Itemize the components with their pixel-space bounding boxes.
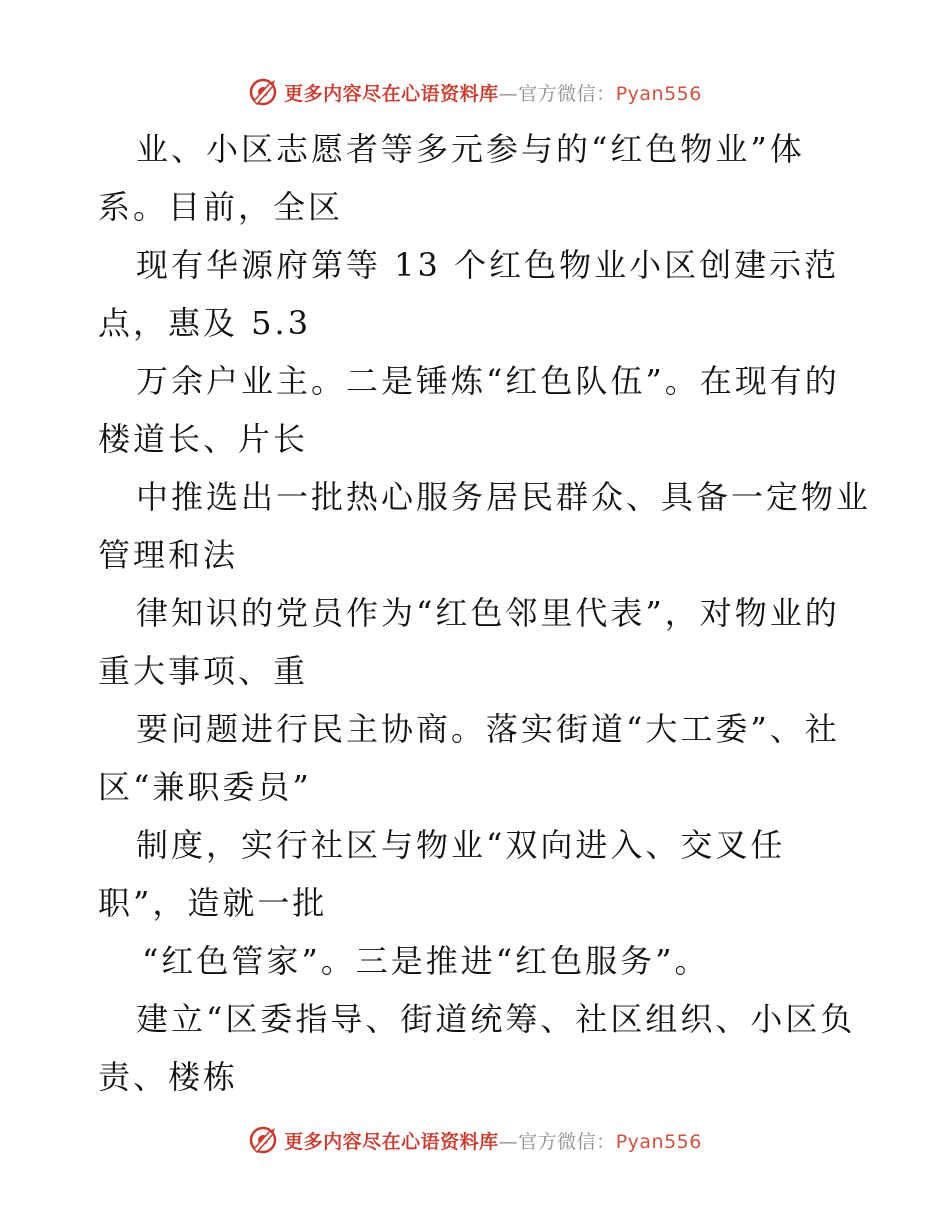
paragraph-line: 责、楼栋 [98, 1058, 239, 1096]
paragraph-line: 现有华源府第等 13 个红色物业小区创建示范 [136, 246, 840, 284]
paragraph-line: 中推选出一批热心服务居民群众、具备一定物业 [136, 478, 872, 516]
watermark-wechat-id: Pyan556 [615, 1130, 702, 1153]
paragraph-line: 制度，实行社区与物业“双向进入、交叉任 [136, 826, 786, 864]
paragraph-line: “红色管家”。三是推进“红色服务”。 [142, 942, 710, 980]
paragraph-line: 职”，造就一批 [98, 884, 328, 922]
watermark-separator: — [498, 1130, 519, 1153]
brand-logo-icon [248, 1125, 278, 1155]
paragraph-line: 系。目前，全区 [98, 188, 344, 226]
watermark-brand-text: 更多内容尽在心语资料库 [284, 1130, 499, 1153]
footer-watermark [0, 1120, 950, 1160]
paragraph-line: 重大事项、重 [98, 652, 309, 690]
watermark-brand-text: 更多内容尽在心语资料库 [284, 82, 499, 105]
paragraph-line: 管理和法 [98, 536, 239, 574]
watermark-separator: — [498, 82, 519, 105]
paragraph-line: 要问题进行民主协商。落实街道“大工委”、社 [136, 710, 840, 748]
brand-logo-icon [248, 77, 278, 107]
paragraph-line: 点，惠及 5.3 [98, 304, 312, 342]
watermark-wechat-label: 官方微信： [518, 1130, 616, 1153]
watermark-wechat-label: 官方微信： [518, 82, 616, 105]
watermark-wechat-id: Pyan556 [615, 82, 702, 105]
header-watermark [0, 72, 950, 112]
paragraph-line: 楼道长、片长 [98, 420, 309, 458]
paragraph-line: 律知识的党员作为“红色邻里代表”，对物业的 [136, 594, 840, 632]
paragraph-line: 区“兼职委员” [98, 768, 312, 806]
paragraph-line: 万余户业主。二是锤炼“红色队伍”。在现有的 [136, 362, 840, 400]
paragraph-line: 建立“区委指导、街道统筹、社区组织、小区负 [136, 1000, 856, 1038]
paragraph-line: 业、小区志愿者等多元参与的“红色物业”体 [136, 130, 805, 168]
document-body [98, 120, 878, 1106]
